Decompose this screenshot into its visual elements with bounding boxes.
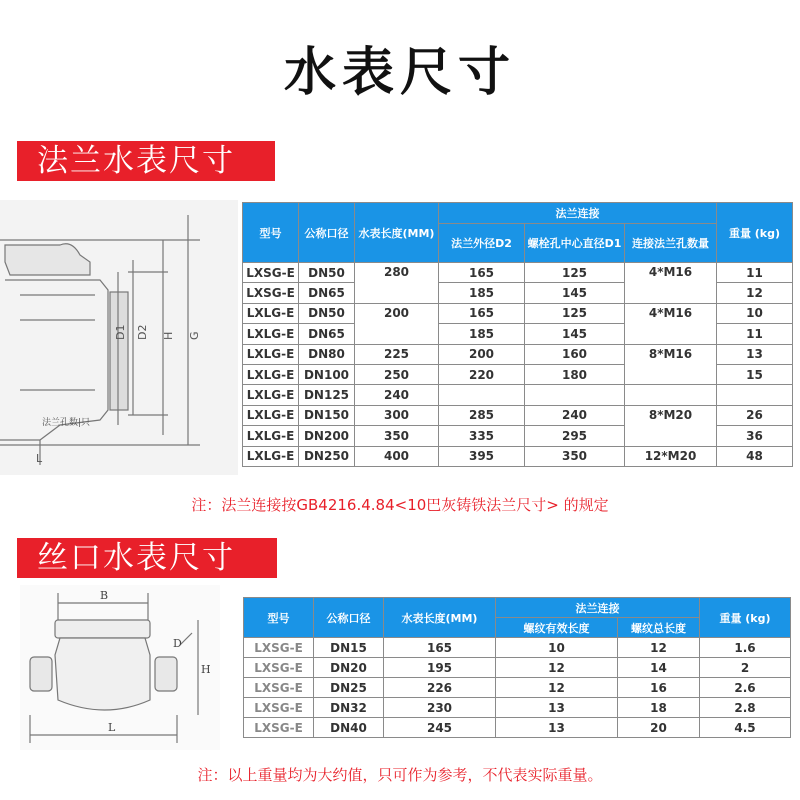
cell-dn: DN20 (314, 658, 384, 678)
cell-d2: 220 (439, 364, 525, 384)
cell-effective: 12 (496, 678, 618, 698)
cell-model: LXLG-E (243, 303, 299, 323)
table-row (244, 678, 791, 698)
cell-length: 250 (355, 364, 439, 384)
thread-spec-table (243, 597, 791, 738)
cell-d2: 185 (439, 283, 525, 303)
cell-d2: 285 (439, 405, 525, 425)
flange-spec-table (242, 202, 793, 467)
cell-weight: 2.8 (700, 698, 791, 718)
cell-d1: 350 (525, 446, 625, 466)
table-fade (243, 742, 790, 754)
dim-d1: D1 (114, 324, 127, 340)
cell-weight: 4.5 (700, 718, 791, 738)
thread-section-banner: 丝口水表尺寸 (17, 538, 277, 578)
cell-length: 300 (355, 405, 439, 425)
weight-note: 注：以上重量均为大约值，只可作为参考，不代表实际重量。 (197, 766, 603, 784)
cell-dn: DN50 (299, 263, 355, 283)
table-row (243, 263, 793, 283)
cell-weight: 26 (717, 405, 793, 425)
table-row (244, 658, 791, 678)
cell-model: LXSG-E (243, 263, 299, 283)
cell-holes: 4*M16 (625, 263, 717, 304)
cell-total: 20 (618, 718, 700, 738)
cell-total: 18 (618, 698, 700, 718)
table-row (244, 718, 791, 738)
dim-g: G (188, 331, 201, 340)
cell-d1: 145 (525, 324, 625, 344)
cell-model: LXLG-E (243, 364, 299, 384)
cell-weight: 12 (717, 283, 793, 303)
dim-l: L (108, 721, 116, 734)
cell-length: 245 (384, 718, 496, 738)
cell-length: 225 (355, 344, 439, 364)
cell-dn: DN250 (299, 446, 355, 466)
cell-total: 14 (618, 658, 700, 678)
cell-length: 400 (355, 446, 439, 466)
flange-note: 注：法兰连接按GB4216.4.84<10巴灰铸铁法兰尺寸> 的规定 (191, 496, 609, 514)
cell-weight (717, 385, 793, 405)
cell-length: 240 (355, 385, 439, 405)
cell-dn: DN15 (314, 638, 384, 658)
cell-length: 195 (384, 658, 496, 678)
cell-dn: DN125 (299, 385, 355, 405)
thread-meter-diagram (20, 585, 220, 750)
cell-weight: 10 (717, 303, 793, 323)
cell-weight: 2 (700, 658, 791, 678)
cell-model: LXSG-E (244, 658, 314, 678)
thread-meter-drawing (20, 585, 220, 750)
cell-d2: 165 (439, 303, 525, 323)
cell-model: LXLG-E (243, 405, 299, 425)
col-outer-d2: 法兰外径D2 (439, 224, 525, 263)
table-row (243, 405, 793, 425)
cell-total: 12 (618, 638, 700, 658)
col-nominal: 公称口径 (314, 598, 384, 638)
cell-effective: 12 (496, 658, 618, 678)
cell-dn: DN32 (314, 698, 384, 718)
col-weight: 重量 (kg) (717, 203, 793, 263)
cell-total: 16 (618, 678, 700, 698)
col-model: 型号 (244, 598, 314, 638)
cell-dn: DN80 (299, 344, 355, 364)
cell-d2: 185 (439, 324, 525, 344)
cell-d1: 125 (525, 263, 625, 283)
cell-holes: 8*M20 (625, 405, 717, 446)
cell-holes: 4*M16 (625, 303, 717, 344)
flange-meter-diagram (0, 200, 238, 475)
cell-holes: 12*M20 (625, 446, 717, 466)
cell-d1: 145 (525, 283, 625, 303)
cell-d2: 200 (439, 344, 525, 364)
cell-dn: DN50 (299, 303, 355, 323)
cell-length: 165 (384, 638, 496, 658)
table-row (244, 638, 791, 658)
dim-b: B (100, 589, 109, 602)
cell-weight: 15 (717, 364, 793, 384)
cell-d1: 240 (525, 405, 625, 425)
cell-d1: 125 (525, 303, 625, 323)
cell-dn: DN65 (299, 283, 355, 303)
cell-holes: 8*M16 (625, 344, 717, 385)
dim-l: L (36, 452, 43, 465)
cell-length: 350 (355, 426, 439, 446)
col-nominal: 公称口径 (299, 203, 355, 263)
cell-weight: 11 (717, 324, 793, 344)
dim-h: H (162, 331, 175, 340)
cell-model: LXLG-E (243, 385, 299, 405)
col-flange-group: 法兰连接 (439, 203, 717, 224)
table-row (243, 303, 793, 323)
cell-d2: 335 (439, 426, 525, 446)
cell-model: LXSG-E (244, 678, 314, 698)
dim-d: D (173, 637, 182, 650)
cell-weight: 11 (717, 263, 793, 283)
col-model: 型号 (243, 203, 299, 263)
cell-weight: 13 (717, 344, 793, 364)
cell-d1: 160 (525, 344, 625, 364)
dim-d2: D2 (136, 324, 149, 340)
cell-effective: 13 (496, 698, 618, 718)
cell-dn: DN65 (299, 324, 355, 344)
cell-model: LXSG-E (243, 283, 299, 303)
table-row (243, 344, 793, 364)
cell-d2: 165 (439, 263, 525, 283)
cell-d2 (439, 385, 525, 405)
cell-model: LXSG-E (244, 698, 314, 718)
cell-model: LXLG-E (243, 324, 299, 344)
cell-dn: DN150 (299, 405, 355, 425)
table-row (243, 385, 793, 405)
cell-length: 280 (355, 263, 439, 304)
cell-model: LXSG-E (244, 718, 314, 738)
cell-weight: 48 (717, 446, 793, 466)
cell-model: LXLG-E (243, 344, 299, 364)
cell-model: LXLG-E (243, 426, 299, 446)
cell-dn: DN100 (299, 364, 355, 384)
cell-effective: 10 (496, 638, 618, 658)
table-row (244, 698, 791, 718)
col-weight: 重量 (kg) (700, 598, 791, 638)
flange-section-banner: 法兰水表尺寸 (17, 141, 275, 181)
cell-length: 230 (384, 698, 496, 718)
col-effective: 螺纹有效长度 (496, 618, 618, 638)
cell-dn: DN40 (314, 718, 384, 738)
flange-holes-label: 法兰孔数|只 (42, 418, 91, 428)
col-bolt-d1: 螺栓孔中心直径D1 (525, 224, 625, 263)
cell-d1 (525, 385, 625, 405)
col-hole-count: 连接法兰孔数量 (625, 224, 717, 263)
cell-holes (625, 385, 717, 405)
cell-dn: DN25 (314, 678, 384, 698)
cell-model: LXLG-E (243, 446, 299, 466)
cell-d1: 295 (525, 426, 625, 446)
cell-weight: 36 (717, 426, 793, 446)
cell-length: 200 (355, 303, 439, 344)
cell-model: LXSG-E (244, 638, 314, 658)
dim-h: H (201, 663, 211, 676)
cell-d2: 395 (439, 446, 525, 466)
col-length: 水表长度(MM) (355, 203, 439, 263)
cell-length: 226 (384, 678, 496, 698)
col-flange-group: 法兰连接 (496, 598, 700, 618)
col-total: 螺纹总长度 (618, 618, 700, 638)
cell-d1: 180 (525, 364, 625, 384)
cell-weight: 1.6 (700, 638, 791, 658)
page-title: 水表尺寸 (283, 43, 516, 103)
col-length: 水表长度(MM) (384, 598, 496, 638)
flange-meter-drawing (0, 200, 238, 475)
cell-dn: DN200 (299, 426, 355, 446)
cell-weight: 2.6 (700, 678, 791, 698)
table-row (243, 446, 793, 466)
cell-effective: 13 (496, 718, 618, 738)
